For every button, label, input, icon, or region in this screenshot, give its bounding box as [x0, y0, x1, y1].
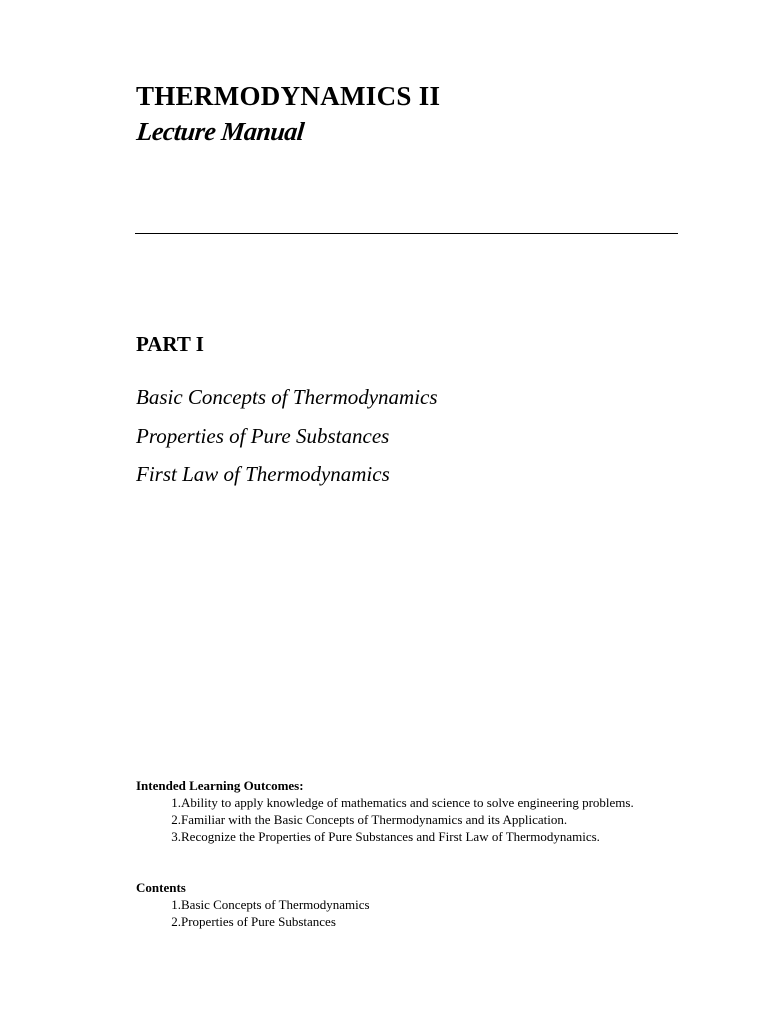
contents-heading: Contents — [136, 880, 186, 895]
learning-outcomes-heading: Intended Learning Outcomes: — [136, 778, 304, 793]
contents-item-text: Basic Concepts of Thermodynamics — [181, 897, 370, 912]
document-subtitle: Lecture Manual — [135, 117, 306, 146]
part-topic-item: First Law of Thermodynamics — [136, 462, 390, 486]
learning-outcomes-list — [136, 794, 696, 845]
list-number: 3. — [171, 829, 181, 844]
document-title: THERMODYNAMICS II — [136, 81, 441, 111]
learning-outcome-item — [136, 828, 696, 845]
horizontal-divider — [135, 233, 678, 234]
contents-item — [136, 896, 696, 913]
part-topic-item: Basic Concepts of Thermodynamics — [136, 385, 438, 409]
learning-outcome-text: Familiar with the Basic Concepts of Thermodynamics and its Application. — [181, 812, 568, 827]
learning-outcome-item — [136, 794, 696, 811]
part-topic-item: Properties of Pure Substances — [136, 423, 390, 448]
contents-list — [136, 896, 696, 930]
contents-item-text: Properties of Pure Substances — [181, 914, 336, 929]
learning-outcome-text: Recognize the Properties of Pure Substances and First Law of Thermodynamics. — [181, 829, 600, 844]
learning-outcome-text: Ability to apply knowledge of mathematics and science to solve engineering problems. — [181, 795, 634, 810]
part-topic-list — [136, 378, 438, 494]
contents-section — [136, 879, 696, 930]
list-number: 1. — [171, 795, 181, 810]
list-number: 2. — [171, 812, 181, 827]
learning-outcomes-section — [136, 777, 696, 845]
contents-item — [136, 913, 696, 930]
list-number: 2. — [171, 914, 181, 929]
list-number: 1. — [171, 897, 181, 912]
part-heading: PART I — [136, 332, 204, 356]
learning-outcome-item — [136, 811, 696, 828]
